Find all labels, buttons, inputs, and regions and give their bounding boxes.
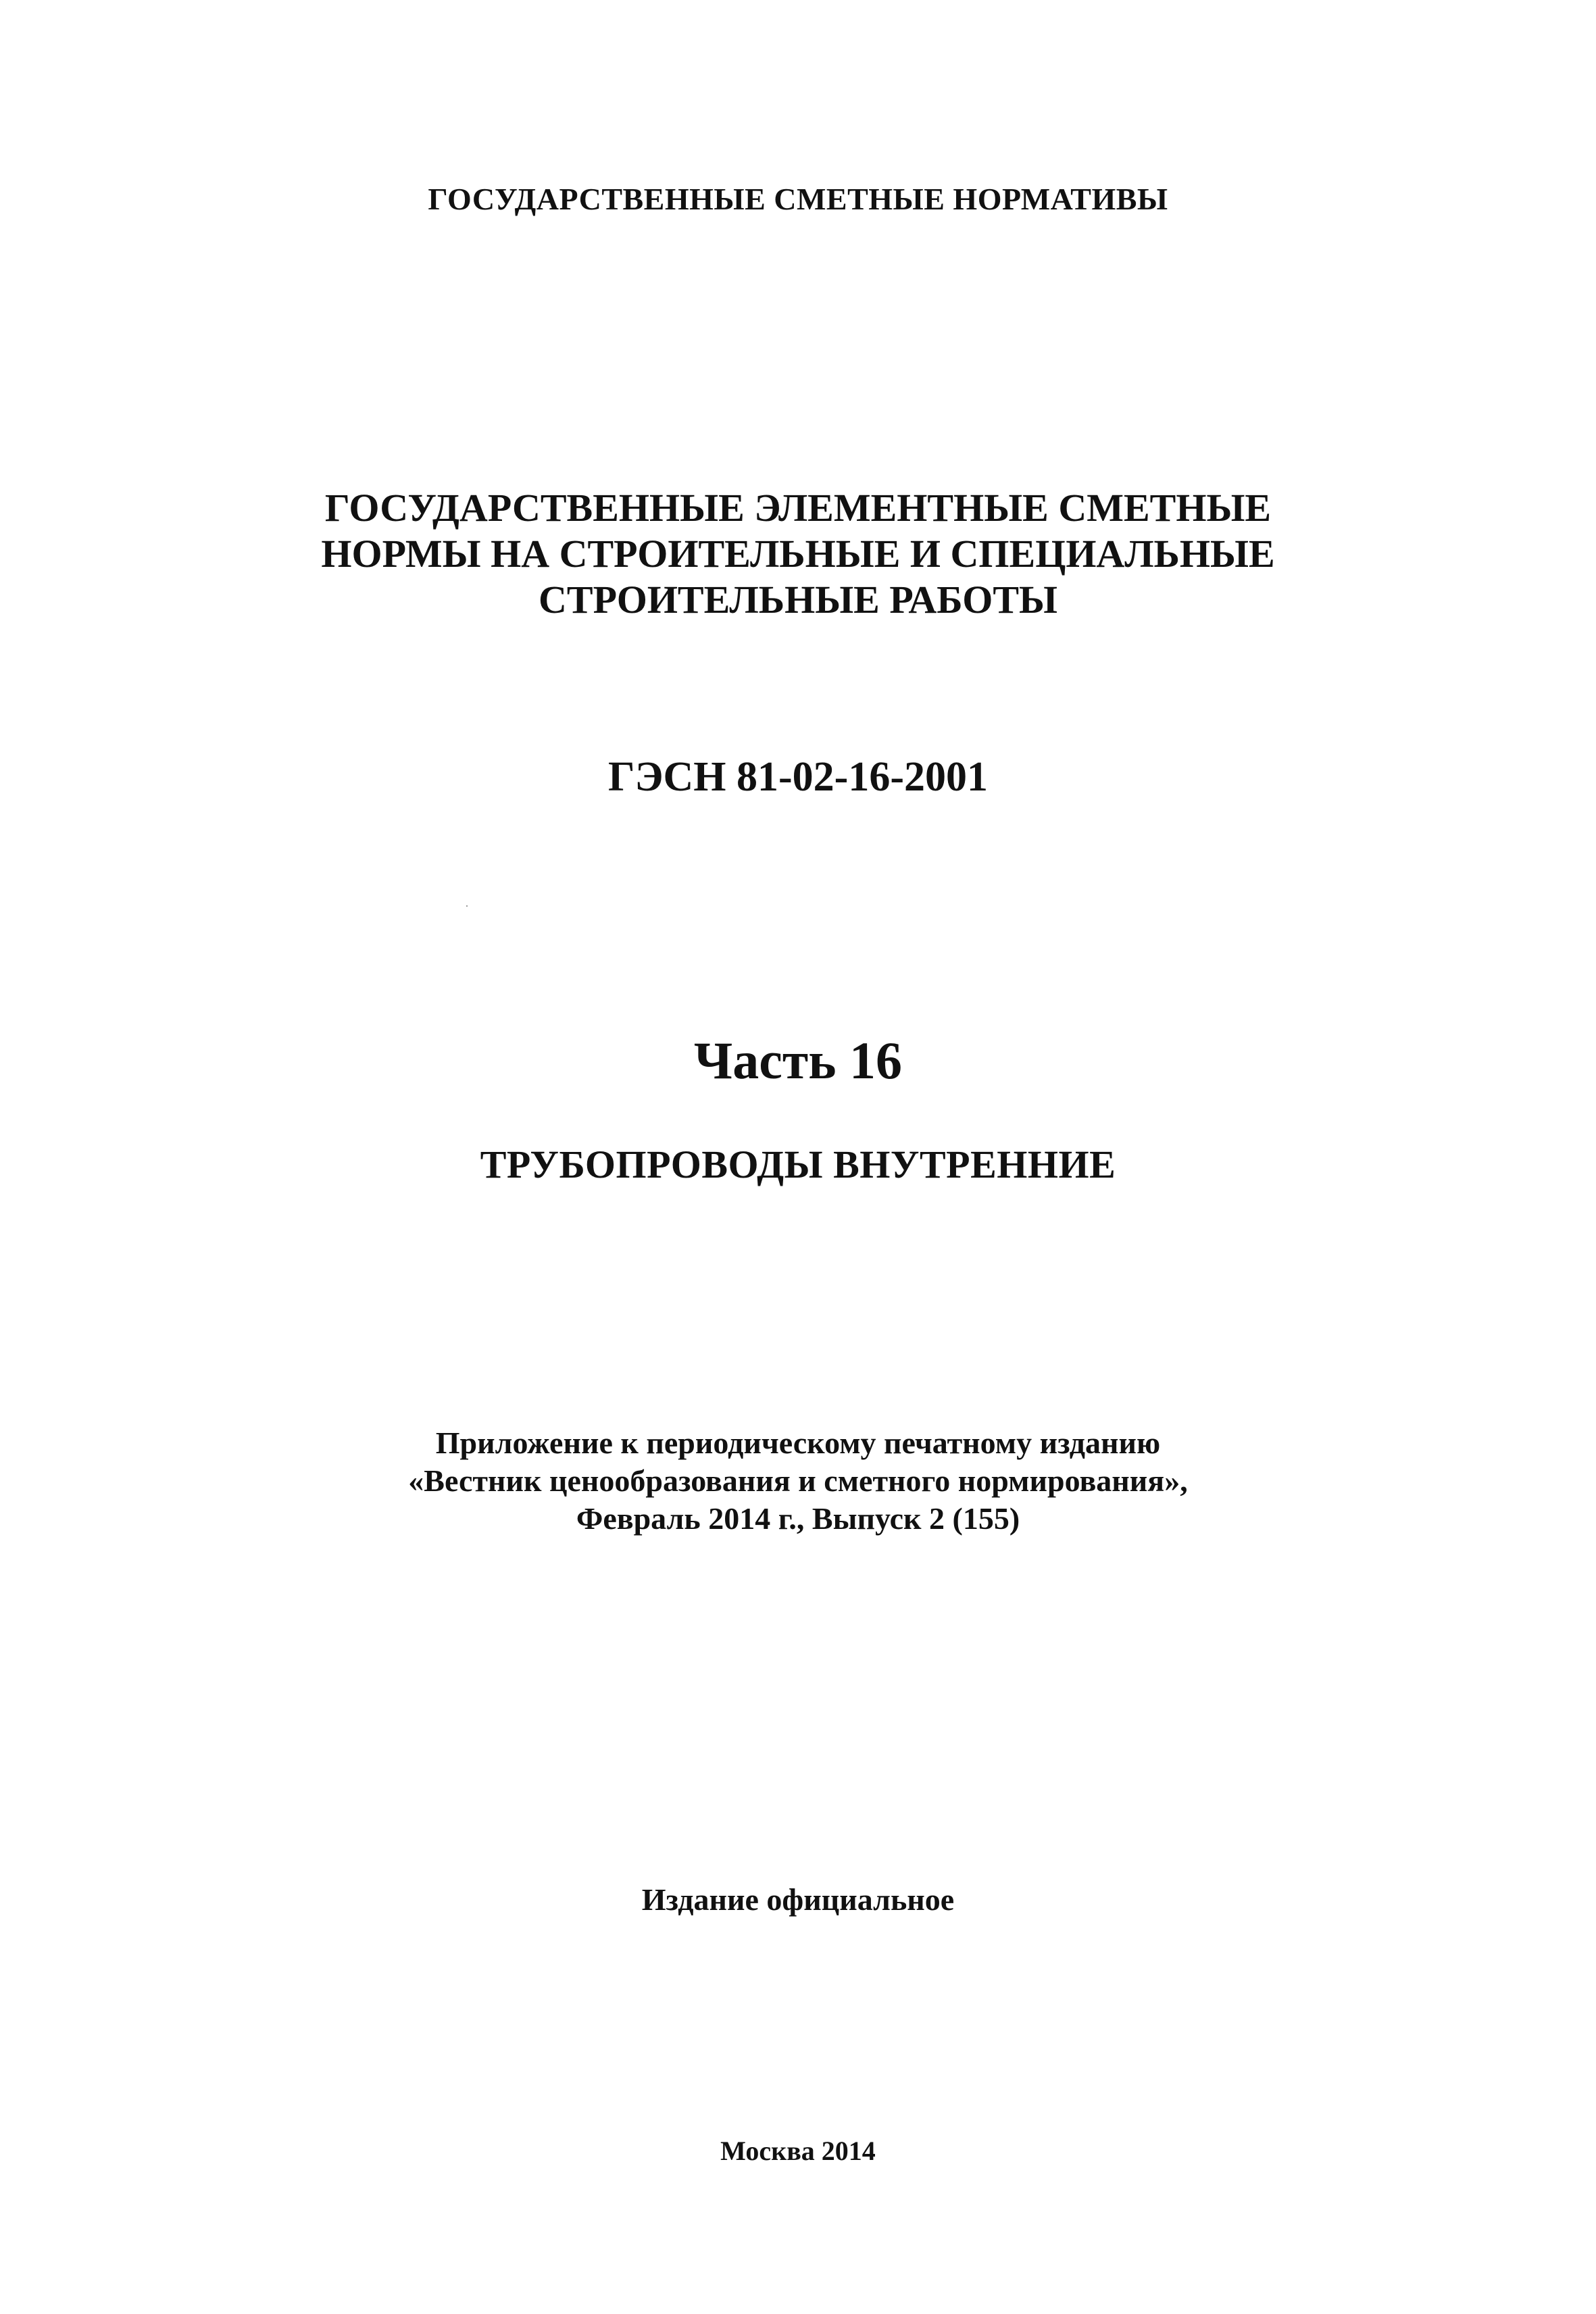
city-year: Москва 2014 xyxy=(720,2136,876,2166)
edition-label: Издание официальное xyxy=(641,1882,955,1917)
main-title xyxy=(0,485,1596,623)
series-title: ГОСУДАРСТВЕННЫЕ СМЕТНЫЕ НОРМАТИВЫ xyxy=(428,182,1168,216)
main-title-line: СТРОИТЕЛЬНЫЕ РАБОТЫ xyxy=(539,578,1057,622)
part-subject: ТРУБОПРОВОДЫ ВНУТРЕННИЕ xyxy=(480,1142,1116,1186)
appendix-line: «Вестник ценообразования и сметного нормирования», xyxy=(408,1463,1188,1498)
part-number: Часть 16 xyxy=(694,1031,902,1090)
scan-speck xyxy=(466,905,468,907)
main-title-line: НОРМЫ НА СТРОИТЕЛЬНЫЕ И СПЕЦИАЛЬНЫЕ xyxy=(321,532,1275,576)
appendix-line: Февраль 2014 г., Выпуск 2 (155) xyxy=(576,1501,1020,1536)
appendix-line: Приложение к периодическому печатному изданию xyxy=(435,1426,1161,1460)
document-code: ГЭСН 81-02-16-2001 xyxy=(608,754,988,800)
appendix-note xyxy=(0,1424,1596,1538)
main-title-line: ГОСУДАРСТВЕННЫЕ ЭЛЕМЕНТНЫЕ СМЕТНЫЕ xyxy=(324,486,1272,530)
